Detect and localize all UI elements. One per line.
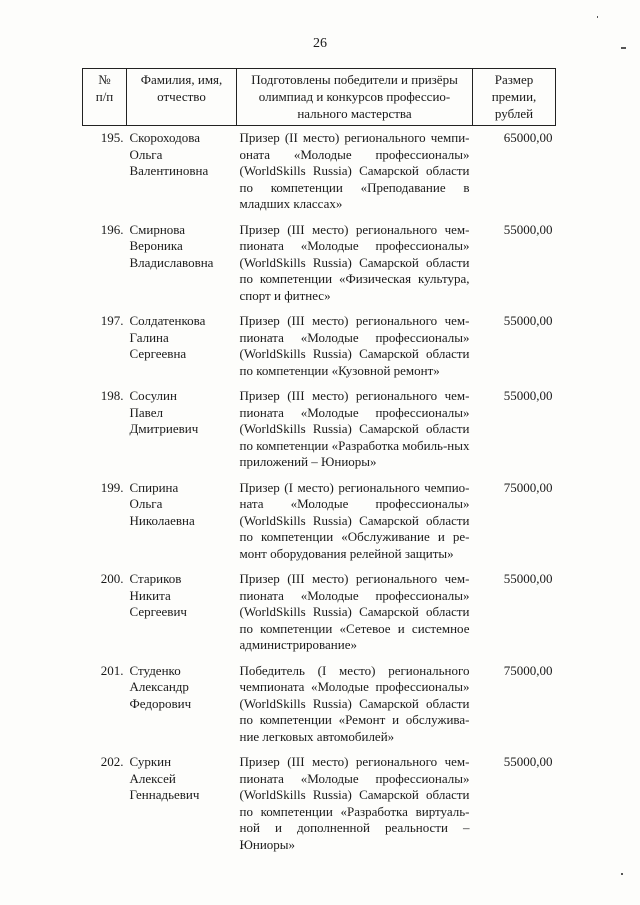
page-number: 26 (313, 36, 327, 51)
row-description: Призер (III место) регионального чем-пионата «Молодые профессионалы» (WorldSkills Russia) Самарской области по компетенции «Физическая культура, спорт и фитнес» (239, 221, 470, 303)
row-description: Призер (III место) регионального чем-пионата «Молодые профессионалы» (WorldSkills Russia) Самарской области по компетенции «Разработка виртуаль-ной и дополненной реальности – Юниоры» (239, 754, 470, 852)
row-number: 199. (100, 479, 124, 495)
row-prize: 55000,00 (503, 221, 553, 237)
row-name: Сосулин Павел Дмитриевич (129, 388, 199, 436)
table-row (83, 384, 556, 476)
row-description: Призер (III место) регионального чем-пионата «Молодые профессионалы» (WorldSkills Russia) Самарской области по компетенции «Сетевое и системное администрирование» (239, 571, 470, 652)
row-prize: 75000,00 (503, 479, 553, 495)
table-row (83, 218, 556, 310)
header-description: Подготовлены победители и призёры олимпиад и конкурсов профессио-нального мастерства (237, 69, 473, 126)
table-row (83, 567, 556, 659)
table-row (83, 750, 556, 858)
table-row (83, 309, 556, 384)
row-prize: 55000,00 (503, 754, 553, 769)
row-prize: 55000,00 (503, 313, 553, 328)
row-name: Суркин Алексей Геннадьевич (129, 754, 200, 802)
row-name: Смирнова Вероника Владиславовна (129, 221, 214, 270)
row-number: 197. (100, 313, 124, 328)
row-description: Призер (III место) регионального чем-пионата «Молодые профессионалы» (WorldSkills Russia) Самарской области по компетенции «Разработка мобиль-ных приложений – Юниоры» (239, 388, 470, 469)
table-header (83, 69, 556, 126)
row-name: Стариков Никита Сергеевич (129, 571, 187, 619)
table-row (83, 476, 556, 568)
scan-mark (597, 16, 598, 18)
row-prize: 65000,00 (503, 130, 553, 145)
row-description: Призер (III место) регионального чем-пионата «Молодые профессионалы» (WorldSkills Russia) Самарской области по компетенции «Кузовной ремонт» (239, 313, 470, 378)
row-name: Солдатенкова Галина Сергеевна (129, 313, 206, 361)
header-prize: Размер премии, рублей (473, 69, 556, 126)
row-description: Призер (I место) регионального чемпио-ната «Молодые профессионалы» (WorldSkills Russia) Самарской области по компетенции «Обслуживание и ре-монт оборудования релейной защиты» (239, 479, 470, 561)
scan-mark (621, 873, 623, 875)
row-prize: 55000,00 (503, 388, 553, 403)
header-number: № п/п (83, 69, 127, 126)
row-name: Студенко Александр Федорович (129, 662, 192, 711)
row-number: 195. (100, 130, 124, 145)
row-name: Скороходова Ольга Валентиновна (129, 130, 209, 178)
row-name: Спирина Ольга Николаевна (129, 479, 195, 528)
awards-table (82, 68, 556, 858)
row-number: 196. (100, 221, 124, 237)
row-number: 202. (100, 754, 124, 769)
table-row (83, 126, 556, 218)
table-row (83, 659, 556, 751)
scan-mark (621, 47, 626, 49)
row-number: 198. (100, 388, 124, 403)
row-prize: 75000,00 (503, 662, 553, 678)
row-description: Призер (II место) регионального чемпи-оната «Молодые профессионалы» (WorldSkills Russia) Самарской области по компетенции «Преподавание в младших классах» (239, 130, 470, 211)
row-prize: 55000,00 (503, 571, 553, 586)
row-description: Победитель (I место) регионального чемпионата «Молодые профессионалы» (WorldSkills Russia) Самарской области по компетенции «Ремонт и обслужива-ние легковых автомобилей» (239, 662, 470, 744)
row-number: 201. (100, 662, 124, 678)
header-name: Фамилия, имя, отчество (127, 69, 237, 126)
row-number: 200. (100, 571, 124, 586)
